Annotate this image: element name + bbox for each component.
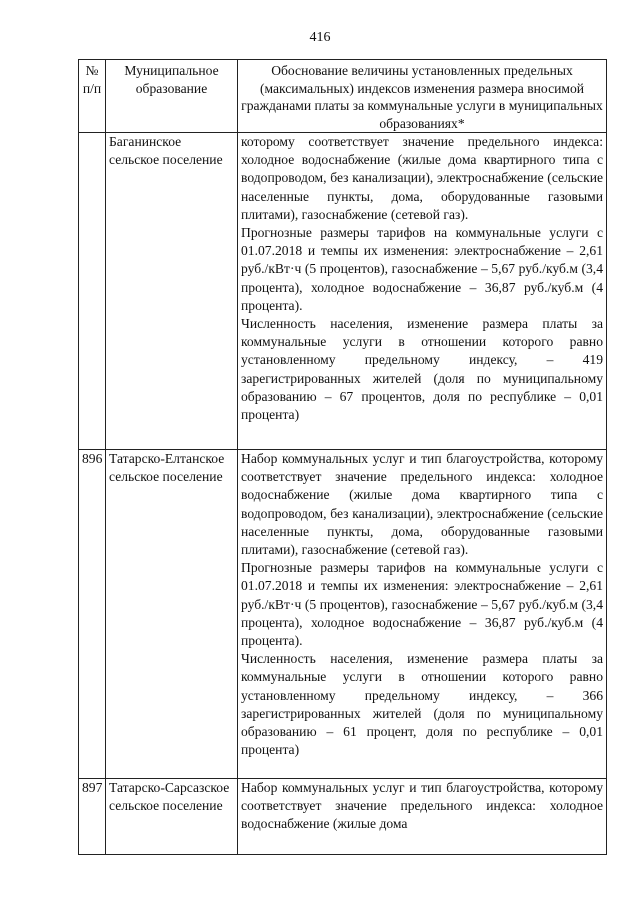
justification-paragraph: которому соответствует значение предельного индекса: холодное водоснабжение (жилые дома квартирного типа с водопроводом, без канализации), электроснабжение (сельские населенные пункты, дома, оборудованные газовыми плитами), газоснабжение (сетевой газ). — [241, 134, 603, 222]
justification-continued — [241, 779, 603, 854]
justification-paragraph: Набор коммунальных услуг и тип благоустройства, которому соответствует значение предельного индекса: холодное водоснабжение (жилые дома — [241, 780, 603, 832]
row-number: 897 — [79, 779, 106, 855]
row-number: 896 — [79, 450, 106, 779]
tariff-index-table — [78, 59, 607, 855]
justification-cell — [238, 779, 607, 855]
municipality-name: Татарско-Елтанское сельское поселение — [106, 450, 238, 779]
municipality-name: Татарско-Сарсазское сельское поселение — [106, 779, 238, 855]
justification-cell — [238, 133, 607, 450]
justification-paragraph: Численность населения, изменение размера платы за коммунальные услуги в отношении которого равно установленному предельному индексу, – 419 зарегистрированных жителей (доля по муниципальному образованию – 67 процентов, доля по республике – 0,01 процента) — [241, 316, 603, 423]
municipality-name: Баганинское сельское поселение — [106, 133, 238, 450]
row-number — [79, 133, 106, 450]
header-num: № п/п — [79, 60, 106, 133]
table-row — [79, 779, 607, 855]
justification-paragraph: Численность населения, изменение размера платы за коммунальные услуги в отношении которого равно установленному предельному индексу, – 366 зарегистрированных жителей (доля по муниципальному образованию – 61 процент, доля по республике – 0,01 процента) — [241, 651, 603, 758]
table-row — [79, 133, 607, 450]
justification-paragraph: Набор коммунальных услуг и тип благоустройства, которому соответствует значение предельного индекса: холодное водоснабжение (жилые дома квартирного типа с водопроводом, без канализации), электроснабжение (сельские населенные пункты, дома, оборудованные газовыми плитами), газоснабжение (сетевой газ). — [241, 451, 603, 558]
justification-cell — [238, 450, 607, 779]
table-row — [79, 450, 607, 779]
table-header-row — [79, 60, 607, 133]
justification-paragraph: Прогнозные размеры тарифов на коммунальные услуги с 01.07.2018 и темпы их изменения: электроснабжение – 2,61 руб./кВт·ч (5 процентов), газоснабжение – 5,67 руб./куб.м (3,4 процента), холодное водоснабжение – 36,87 руб./куб.м (4 процента). — [241, 560, 603, 649]
header-justification: Обоснование величины установленных предельных (максимальных) индексов изменения размера вносимой гражданами платы за коммунальные услуги в муниципальных образованиях* — [238, 60, 607, 133]
justification-paragraph: Прогнозные размеры тарифов на коммунальные услуги с 01.07.2018 и темпы их изменения: электроснабжение – 2,61 руб./кВт·ч (5 процентов), газоснабжение – 5,67 руб./куб.м (3,4 процента), холодное водоснабжение – 36,87 руб./куб.м (4 процента). — [241, 225, 603, 313]
page-number: 416 — [309, 30, 331, 45]
header-municipality: Муниципальное образование — [106, 60, 238, 133]
